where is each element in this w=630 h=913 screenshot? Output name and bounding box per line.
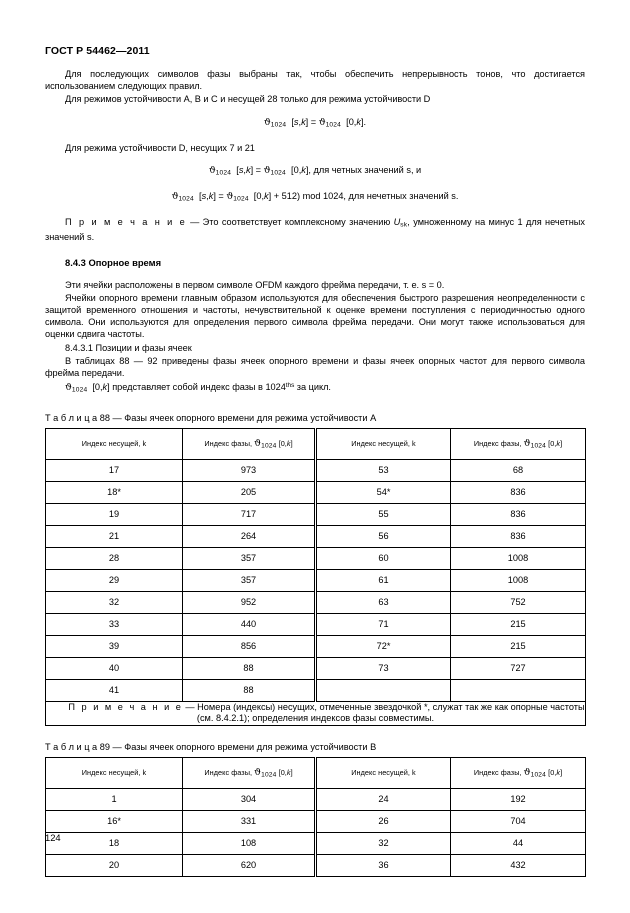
table-row: [46, 788, 586, 810]
table-89-caption: Т а б л и ц а 89 — Фазы ячеек опорного времени для режима устойчивости B: [45, 741, 377, 752]
table-cell: 836: [451, 525, 586, 547]
formula-1-sub2: 1024: [325, 121, 342, 129]
table-cell: 72*: [316, 635, 451, 657]
table-cell: 215: [451, 613, 586, 635]
phase-label-sub: 1024: [261, 442, 277, 450]
formula-3-sub: 1024: [178, 195, 194, 203]
table-cell: 727: [451, 657, 586, 679]
table-cell: 952: [183, 591, 316, 613]
phase-label-prefix-3: Индекс фазы,: [204, 768, 255, 778]
table-row: [46, 591, 586, 613]
note-1-text-a: — Это соответствует комплексному значению: [186, 216, 394, 227]
table-cell: 1: [46, 788, 183, 810]
table-row: [46, 810, 586, 832]
table-cell: 17: [46, 459, 183, 481]
note-paragraph-1: [45, 216, 585, 244]
note-1-symbol-sub: sk: [400, 221, 408, 229]
table-row: [46, 547, 586, 569]
table-cell: [316, 679, 451, 701]
table-cell: 20: [46, 854, 183, 876]
phase-label-prefix-2: Индекс фазы,: [473, 439, 524, 448]
table-cell: 304: [183, 788, 316, 810]
paragraph-3: Для режима устойчивости D, несущих 7 и 21: [65, 143, 255, 154]
table-cell: 56: [316, 525, 451, 547]
note-1-symbol: U: [393, 216, 401, 227]
table-cell: 21: [46, 525, 183, 547]
table-row: [46, 569, 586, 591]
table-cell: 19: [46, 503, 183, 525]
heading-8-4-3: 8.4.3 Опорное время: [65, 256, 162, 268]
table-89-col-header-phase-2: Индекс фазы, $ϑ_{1024}$ [0,k]: [451, 757, 586, 788]
table-note-row: [46, 701, 586, 725]
table-cell: 32: [46, 591, 183, 613]
table-cell: 205: [183, 481, 316, 503]
paragraph-8-theta: ϑ: [65, 382, 72, 394]
table-cell: 215: [451, 635, 586, 657]
table-cell: 856: [183, 635, 316, 657]
paragraph-8-end: за цикл.: [294, 382, 331, 393]
formula-3-tail: [0,k] + 512) mod 1024, для нечетных значений s.: [253, 191, 459, 202]
note-1-label: П р и м е ч а н и е: [65, 216, 187, 227]
table-cell: 88: [183, 657, 316, 679]
table-cell: 60: [316, 547, 451, 569]
table-89-header-row: [46, 757, 586, 788]
table-cell: 752: [451, 591, 586, 613]
table-89-col-header-phase-1: Индекс фазы, $ϑ_{1024}$ [0,k]: [183, 757, 316, 788]
table-cell: 73: [316, 657, 451, 679]
table-row: [46, 832, 586, 854]
table-row: [46, 503, 586, 525]
table-cell: 68: [451, 459, 586, 481]
page-number: 124: [45, 832, 61, 843]
table-cell: 717: [183, 503, 316, 525]
table-88-head: [46, 428, 586, 459]
table-row: [46, 657, 586, 679]
table-89-col-header-carrier-1: Индекс несущей, k: [46, 757, 183, 788]
table-89-body: [46, 788, 586, 876]
table-cell: 1008: [451, 547, 586, 569]
formula-3-mid: [s,k] = ϑ: [199, 191, 234, 203]
phase-label-sub-2: 1024: [530, 442, 547, 450]
table-cell: 33: [46, 613, 183, 635]
table-cell: 36: [316, 854, 451, 876]
table-88-col-header-carrier-2: Индекс несущей, k: [316, 428, 451, 459]
formula-2-sub: 1024: [215, 169, 232, 177]
table-88-caption: Т а б л и ц а 88 — Фазы ячеек опорного времени для режима устойчивости A: [45, 412, 377, 423]
table-row: [46, 525, 586, 547]
formula-2-theta: ϑ: [208, 165, 216, 177]
table-cell: 54*: [316, 481, 451, 503]
paragraph-5: Ячейки опорного времени главным образом используются для обеспечения быстрого разрешения неопределенности с защитой временного отношения и частоты, нечувствительной к оценке времени поступления с периодичностью одного символа. Они используются для определения первого символа фрейма передачи. Они могут также использоваться для оценки сдвига частоты.: [45, 292, 585, 340]
table-cell: 108: [183, 832, 316, 854]
table-88-body: [46, 459, 586, 725]
table-89-col-header-carrier-2: Индекс несущей, k: [316, 757, 451, 788]
table-row: [46, 635, 586, 657]
table-cell: 440: [183, 613, 316, 635]
formula-2-sub2: 1024: [270, 169, 286, 177]
phase-label-sub-3: 1024: [261, 771, 277, 779]
table-89: [45, 757, 586, 877]
table-cell: 26: [316, 810, 451, 832]
table-cell: 32: [316, 832, 451, 854]
note-1-text-b: , умноженному на минус 1 для нечетных значений s.: [45, 216, 585, 243]
phase-label-prefix-4: Индекс фазы,: [473, 768, 524, 778]
table-cell: 192: [451, 788, 586, 810]
formula-2: [45, 164, 585, 180]
paragraph-2: Для режимов устойчивости A, B и C и несущей 28 только для режима устойчивости D: [65, 94, 431, 105]
paragraph-6-clause-8431: 8.4.3.1 Позиции и фазы ячеек: [65, 342, 192, 353]
table-cell: 18: [46, 832, 183, 854]
table-cell: 29: [46, 569, 183, 591]
table-88: [45, 428, 586, 726]
table-cell: 53: [316, 459, 451, 481]
table-cell: 704: [451, 810, 586, 832]
phase-label-prefix: Индекс фазы,: [204, 439, 255, 448]
formula-3-theta: ϑ: [171, 191, 179, 203]
table-row: [46, 613, 586, 635]
formula-3-sub2: 1024: [233, 195, 249, 203]
table-cell: 71: [316, 613, 451, 635]
table-row: [46, 481, 586, 503]
table-row: [46, 459, 586, 481]
paragraph-1: Для последующих символов фазы выбраны так, чтобы обеспечить непрерывность тонов, что достигается использованием следующих правил.: [45, 69, 585, 92]
table-cell: 331: [183, 810, 316, 832]
table-note-label: П р и м е ч а н и е: [68, 701, 183, 712]
paragraph-8-sup: ths: [285, 382, 295, 390]
table-cell: 432: [451, 854, 586, 876]
page-content: [45, 0, 585, 877]
phase-label-sub-4: 1024: [530, 771, 547, 779]
table-cell: 973: [183, 459, 316, 481]
table-cell: 41: [46, 679, 183, 701]
formula-1-mid: [s,k] = ϑ: [291, 116, 326, 128]
table-88-header-row: [46, 428, 586, 459]
document-header: ГОСТ Р 54462—2011: [45, 45, 150, 57]
table-cell: 88: [183, 679, 316, 701]
table-cell: 264: [183, 525, 316, 547]
formula-3: [45, 190, 585, 206]
table-cell: 357: [183, 547, 316, 569]
paragraph-7: В таблицах 88 — 92 приведены фазы ячеек опорного времени и фазы ячеек опорных частот для первого символа фрейма передачи.: [45, 355, 585, 378]
table-cell: 836: [451, 503, 586, 525]
table-note: [46, 701, 586, 725]
table-cell: 28: [46, 547, 183, 569]
table-cell: 40: [46, 657, 183, 679]
paragraph-8: [45, 380, 585, 397]
table-cell: 357: [183, 569, 316, 591]
table-88-col-header-phase-1: Индекс фазы, $ϑ_{1024}$ [0,k]: [183, 428, 316, 459]
table-row: [46, 679, 586, 701]
table-cell: 61: [316, 569, 451, 591]
table-cell: 44: [451, 832, 586, 854]
formula-1: [45, 116, 585, 132]
table-88-col-header-phase-2: Индекс фазы, $ϑ_{1024}$ [0,k]: [451, 428, 586, 459]
table-cell: [451, 679, 586, 701]
formula-2-tail: [0,k], для четных значений s, и: [291, 165, 422, 176]
table-cell: 16*: [46, 810, 183, 832]
formula-1-theta: ϑ: [263, 116, 271, 128]
table-cell: 55: [316, 503, 451, 525]
table-cell: 18*: [46, 481, 183, 503]
table-cell: 836: [451, 481, 586, 503]
table-89-head: [46, 757, 586, 788]
table-cell: 24: [316, 788, 451, 810]
table-cell: 1008: [451, 569, 586, 591]
table-88-col-header-carrier-1: Индекс несущей, k: [46, 428, 183, 459]
formula-1-sub: 1024: [270, 121, 287, 129]
paragraph-4: Эти ячейки расположены в первом символе OFDM каждого фрейма передачи, т. е. s = 0.: [65, 279, 445, 290]
formula-2-mid: [s,k] = ϑ: [236, 165, 271, 177]
formula-1-tail: [0,k].: [346, 116, 367, 127]
table-row: [46, 854, 586, 876]
paragraph-8-tail: [0,k] представляет собой индекс фазы в 1024: [92, 382, 286, 393]
table-cell: 63: [316, 591, 451, 613]
table-cell: 620: [183, 854, 316, 876]
paragraph-8-sub: 1024: [71, 386, 88, 394]
table-cell: 39: [46, 635, 183, 657]
table-note-text: — Номера (индексы) несущих, отмеченные звездочкой *, служат так же как опорные частоты (см. 8.4.2.1); определения индексов фазы совместимы.: [182, 701, 585, 724]
